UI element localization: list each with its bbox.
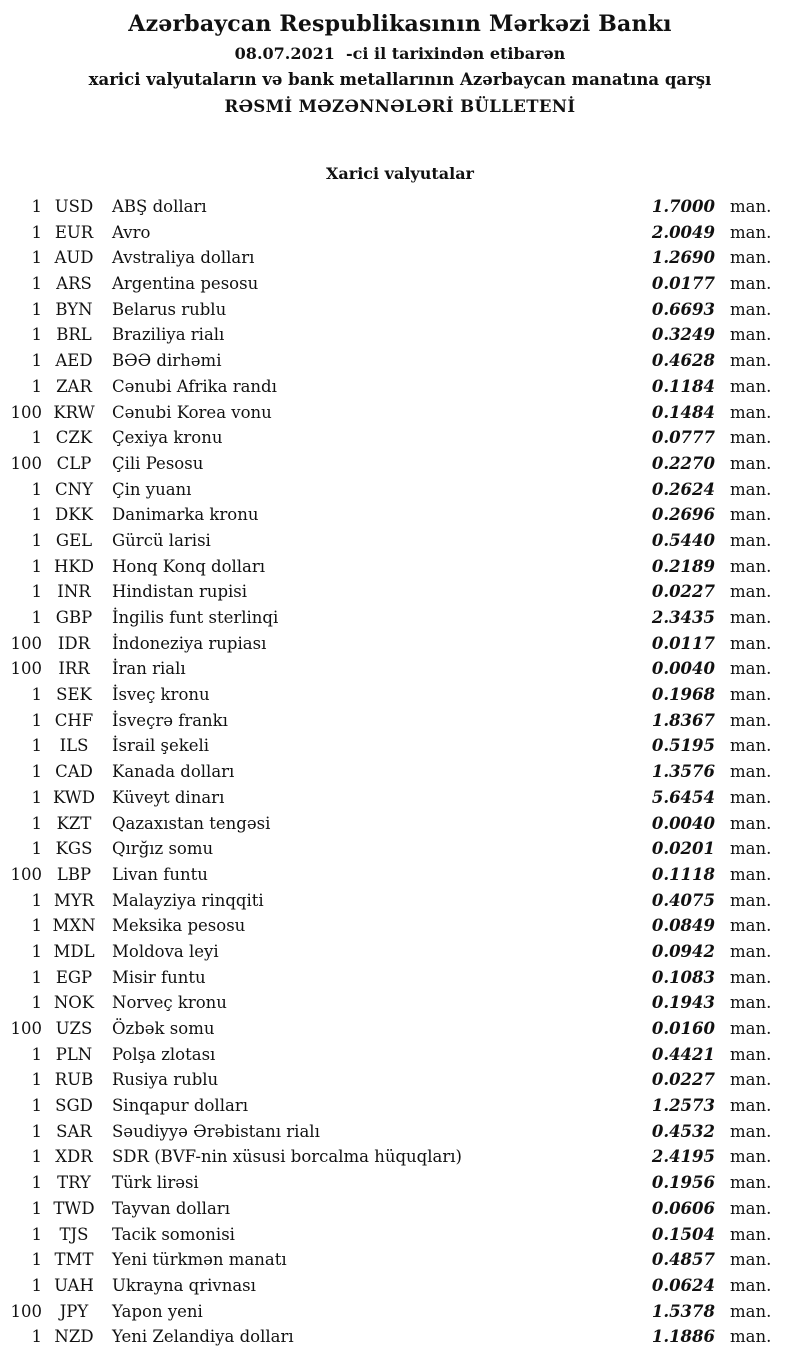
unit-cell: man.	[730, 351, 772, 371]
currency-code-cell: EUR	[54, 222, 94, 242]
quantity-cell: 1	[31, 1044, 42, 1064]
table-row	[0, 1144, 800, 1170]
rate-value-cell: 0.2696	[651, 505, 715, 525]
currency-name-cell: Çexiya kronu	[112, 428, 223, 448]
currency-name-cell: Özbək somu	[112, 1019, 215, 1038]
table-row	[0, 348, 800, 374]
quantity-cell: 1	[31, 428, 42, 448]
rate-value-cell: 0.1184	[651, 376, 715, 396]
unit-cell: man.	[730, 633, 772, 653]
currency-code-cell: MYR	[53, 890, 95, 910]
unit-cell: man.	[730, 530, 772, 550]
currency-name-cell: Sinqapur dolları	[112, 1096, 248, 1116]
currency-name-cell: Rusiya rublu	[112, 1070, 219, 1090]
rate-value-cell: 0.2624	[651, 479, 715, 499]
rate-value-cell: 0.4421	[651, 1044, 715, 1064]
unit-cell: man.	[730, 453, 772, 473]
currency-name-cell: Gürcü larisi	[112, 530, 211, 550]
currency-name-cell: Polşa zlotası	[112, 1044, 216, 1064]
currency-name-cell: ABŞ dolları	[112, 197, 207, 216]
quantity-cell: 1	[31, 813, 42, 833]
table-row	[0, 425, 800, 451]
table-row	[0, 502, 800, 528]
currency-code-cell: CLP	[56, 453, 92, 473]
rate-value-cell: 0.0227	[651, 1070, 715, 1090]
unit-cell: man.	[730, 582, 772, 602]
currency-name-cell: Cənubi Afrika randı	[112, 376, 277, 396]
quantity-cell: 1	[31, 197, 42, 216]
currency-code-cell: ILS	[59, 736, 89, 756]
rate-value-cell: 1.1886	[651, 1327, 715, 1347]
table-row	[0, 939, 800, 965]
currency-name-cell: Danimarka kronu	[112, 505, 259, 525]
currency-name-cell: Honq Konq dolları	[112, 556, 266, 576]
currency-name-cell: SDR (BVF-nin xüsusi borcalma hüquqları)	[112, 1147, 462, 1167]
currency-name-cell: Səudiyyə Ərəbistanı rialı	[112, 1121, 320, 1141]
currency-name-cell: Yeni Zelandiya dolları	[112, 1327, 294, 1347]
currency-code-cell: PLN	[55, 1044, 93, 1064]
currency-code-cell: INR	[57, 582, 91, 602]
quantity-cell: 1	[31, 222, 42, 242]
table-row	[0, 759, 800, 785]
currency-code-cell: NOK	[53, 993, 95, 1013]
table-row	[0, 1324, 800, 1348]
unit-cell: man.	[730, 505, 772, 525]
table-row	[0, 836, 800, 862]
currency-code-cell: TMT	[54, 1250, 94, 1270]
currency-code-cell: GEL	[55, 530, 93, 550]
table-row	[0, 708, 800, 734]
quantity-cell: 100	[10, 453, 42, 473]
unit-cell: man.	[730, 1096, 772, 1116]
currency-name-cell: Meksika pesosu	[112, 916, 246, 936]
currency-name-cell: İngilis funt sterlinqi	[112, 608, 279, 627]
table-row	[0, 1093, 800, 1119]
table-row	[0, 400, 800, 426]
unit-cell: man.	[730, 864, 772, 884]
currency-name-cell: Misir funtu	[112, 967, 206, 987]
unit-cell: man.	[730, 1224, 772, 1244]
rate-value-cell: 0.5195	[651, 736, 715, 756]
quantity-cell: 1	[31, 1275, 42, 1295]
quantity-cell: 1	[31, 787, 42, 807]
quantity-cell: 1	[31, 325, 42, 345]
currency-name-cell: Çili Pesosu	[112, 453, 204, 473]
quantity-cell: 1	[31, 710, 42, 730]
quantity-cell: 100	[10, 1301, 42, 1321]
rate-value-cell: 0.0606	[651, 1198, 715, 1218]
table-row	[0, 785, 800, 811]
currency-name-cell: Çin yuanı	[112, 479, 192, 499]
currency-code-cell: KZT	[56, 813, 92, 833]
table-row	[0, 1119, 800, 1145]
currency-name-cell: Tacik somonisi	[112, 1224, 235, 1244]
quantity-cell: 1	[31, 1250, 42, 1270]
table-row	[0, 990, 800, 1016]
quantity-cell: 1	[31, 967, 42, 987]
rate-value-cell: 0.4628	[651, 351, 715, 371]
unit-cell: man.	[730, 1198, 772, 1218]
quantity-cell: 100	[10, 659, 42, 679]
quantity-cell: 1	[31, 248, 42, 268]
quantity-cell: 1	[31, 762, 42, 782]
unit-cell: man.	[730, 839, 772, 859]
table-row	[0, 1273, 800, 1299]
quantity-cell: 1	[31, 685, 42, 705]
unit-cell: man.	[730, 710, 772, 730]
quantity-cell: 1	[31, 1198, 42, 1218]
table-row	[0, 1247, 800, 1273]
currency-code-cell: KGS	[55, 839, 93, 859]
table-row	[0, 682, 800, 708]
currency-name-cell: Malayziya rinqqiti	[112, 890, 264, 910]
currency-code-cell: IRR	[58, 659, 90, 679]
rate-value-cell: 0.0777	[651, 428, 715, 448]
rates-table	[0, 194, 800, 1348]
currency-code-cell: USD	[54, 197, 94, 216]
quantity-cell: 1	[31, 1147, 42, 1167]
quantity-cell: 1	[31, 556, 42, 576]
currency-name-cell: Livan funtu	[112, 864, 208, 884]
currency-name-cell: Hindistan rupisi	[112, 582, 248, 602]
currency-code-cell: KWD	[53, 787, 95, 807]
currency-name-cell: Kanada dolları	[112, 762, 235, 782]
rate-value-cell: 1.3576	[651, 762, 715, 782]
quantity-cell: 1	[31, 376, 42, 396]
rate-value-cell: 0.1504	[651, 1224, 715, 1244]
unit-cell: man.	[730, 1070, 772, 1090]
bulletin-title: RƏSMİ MƏZƏNNƏLƏRİ BÜLLETENİ	[224, 97, 576, 116]
unit-cell: man.	[730, 1250, 772, 1270]
rate-value-cell: 0.6693	[651, 299, 715, 319]
table-row	[0, 374, 800, 400]
currency-code-cell: RUB	[54, 1070, 94, 1090]
unit-cell: man.	[730, 1275, 772, 1295]
table-row	[0, 656, 800, 682]
rate-value-cell: 0.2189	[651, 556, 715, 576]
quantity-cell: 1	[31, 1224, 42, 1244]
unit-cell: man.	[730, 762, 772, 782]
rate-value-cell: 0.5440	[651, 530, 715, 550]
rate-value-cell: 0.0040	[651, 659, 715, 679]
currency-code-cell: XDR	[55, 1147, 93, 1167]
currency-code-cell: GBP	[55, 608, 93, 627]
currency-code-cell: MDL	[53, 941, 95, 961]
currency-code-cell: LBP	[56, 864, 92, 884]
table-row	[0, 888, 800, 914]
unit-cell: man.	[730, 941, 772, 961]
table-row	[0, 1170, 800, 1196]
currency-name-cell: Küveyt dinarı	[112, 787, 225, 807]
quantity-cell: 1	[31, 1173, 42, 1193]
table-row	[0, 194, 800, 220]
currency-name-cell: Yapon yeni	[112, 1301, 203, 1321]
quantity-cell: 1	[31, 1121, 42, 1141]
unit-cell: man.	[730, 248, 772, 268]
rate-value-cell: 0.1484	[651, 402, 715, 422]
currency-name-cell: Moldova leyi	[112, 941, 219, 961]
currency-name-cell: Cənubi Korea vonu	[112, 402, 272, 422]
table-row	[0, 1016, 800, 1042]
unit-cell: man.	[730, 479, 772, 499]
quantity-cell: 100	[10, 633, 42, 653]
quantity-cell: 100	[10, 402, 42, 422]
currency-code-cell: UAH	[54, 1275, 94, 1295]
table-row	[0, 220, 800, 246]
currency-code-cell: BYN	[55, 299, 93, 319]
quantity-cell: 1	[31, 505, 42, 525]
currency-code-cell: IDR	[57, 633, 91, 653]
quantity-cell: 1	[31, 916, 42, 936]
quantity-cell: 1	[31, 1096, 42, 1116]
table-row	[0, 1042, 800, 1068]
currency-code-cell: HKD	[54, 556, 94, 576]
rate-value-cell: 1.5378	[651, 1301, 715, 1321]
unit-cell: man.	[730, 428, 772, 448]
currency-code-cell: KRW	[53, 402, 95, 422]
currency-name-cell: Qırğız somu	[112, 839, 214, 859]
currency-name-cell: İsrail şekeli	[112, 736, 210, 756]
rate-value-cell: 2.3435	[651, 608, 715, 627]
rate-value-cell: 0.1968	[651, 685, 715, 705]
rate-value-cell: 1.8367	[651, 710, 715, 730]
currency-code-cell: MXN	[52, 916, 96, 936]
unit-cell: man.	[730, 813, 772, 833]
unit-cell: man.	[730, 1327, 772, 1347]
quantity-cell: 1	[31, 839, 42, 859]
table-row	[0, 811, 800, 837]
quantity-cell: 100	[10, 864, 42, 884]
currency-code-cell: CZK	[55, 428, 93, 448]
currency-code-cell: CAD	[55, 762, 93, 782]
quantity-cell: 1	[31, 351, 42, 371]
currency-code-cell: DKK	[55, 505, 93, 525]
currency-name-cell: BƏƏ dirhəmi	[112, 351, 222, 371]
quantity-cell: 1	[31, 530, 42, 550]
currency-code-cell: EGP	[55, 967, 93, 987]
rate-value-cell: 0.0177	[651, 274, 715, 294]
quantity-cell: 1	[31, 608, 42, 627]
rate-value-cell: 0.0227	[651, 582, 715, 602]
unit-cell: man.	[730, 556, 772, 576]
currency-code-cell: ARS	[56, 274, 92, 294]
unit-cell: man.	[730, 1173, 772, 1193]
rate-value-cell: 0.1118	[651, 864, 715, 884]
currency-name-cell: Braziliya rialı	[112, 325, 225, 345]
currency-name-cell: Tayvan dolları	[112, 1198, 230, 1218]
currency-code-cell: ZAR	[56, 376, 92, 396]
unit-cell: man.	[730, 1019, 772, 1038]
rate-value-cell: 0.0160	[651, 1019, 715, 1038]
rate-value-cell: 0.0117	[651, 633, 715, 653]
table-row	[0, 913, 800, 939]
unit-cell: man.	[730, 1044, 772, 1064]
quantity-cell: 1	[31, 993, 42, 1013]
currency-name-cell: Türk lirəsi	[112, 1173, 199, 1193]
table-row	[0, 1222, 800, 1248]
bank-name: Azərbaycan Respublikasının Mərkəzi Bankı	[128, 11, 672, 37]
currency-code-cell: CNY	[55, 479, 93, 499]
unit-cell: man.	[730, 1301, 772, 1321]
rate-value-cell: 2.4195	[651, 1147, 715, 1167]
table-row	[0, 631, 800, 657]
currency-code-cell: BRL	[56, 325, 92, 345]
unit-cell: man.	[730, 1121, 772, 1141]
currency-name-cell: Qazaxıstan tengəsi	[112, 813, 271, 833]
table-row	[0, 1299, 800, 1325]
rate-value-cell: 0.0201	[651, 839, 715, 859]
rate-value-cell: 1.7000	[651, 197, 715, 216]
rate-value-cell: 2.0049	[651, 222, 715, 242]
quantity-cell: 1	[31, 890, 42, 910]
quantity-cell: 1	[31, 941, 42, 961]
unit-cell: man.	[730, 325, 772, 345]
rate-value-cell: 0.4857	[651, 1250, 715, 1270]
unit-cell: man.	[730, 967, 772, 987]
table-row	[0, 297, 800, 323]
currency-code-cell: TRY	[57, 1173, 91, 1193]
quantity-cell: 100	[10, 1019, 42, 1038]
currency-name-cell: Argentina pesosu	[112, 274, 259, 294]
quantity-cell: 1	[31, 274, 42, 294]
currency-name-cell: Norveç kronu	[112, 993, 227, 1013]
table-row	[0, 733, 800, 759]
currency-code-cell: AED	[55, 351, 93, 371]
quantity-cell: 1	[31, 1327, 42, 1347]
currency-code-cell: NZD	[54, 1327, 94, 1347]
currency-name-cell: İsveç kronu	[112, 685, 210, 705]
table-row	[0, 322, 800, 348]
quantity-cell: 1	[31, 299, 42, 319]
currency-code-cell: TWD	[53, 1198, 95, 1218]
rate-value-cell: 0.0849	[651, 916, 715, 936]
document-header	[0, 0, 800, 120]
table-row	[0, 1067, 800, 1093]
currency-name-cell: İndoneziya rupiası	[112, 633, 267, 653]
unit-cell: man.	[730, 608, 772, 627]
unit-cell: man.	[730, 659, 772, 679]
table-row	[0, 862, 800, 888]
currency-code-cell: CHF	[54, 710, 94, 730]
unit-cell: man.	[730, 274, 772, 294]
rate-value-cell: 0.3249	[651, 325, 715, 345]
currency-name-cell: Ukrayna qrivnası	[112, 1275, 256, 1295]
rate-value-cell: 0.1943	[651, 993, 715, 1013]
quantity-cell: 1	[31, 1070, 42, 1090]
unit-cell: man.	[730, 1147, 772, 1167]
currency-code-cell: SAR	[56, 1121, 92, 1141]
quantity-cell: 1	[31, 736, 42, 756]
unit-cell: man.	[730, 787, 772, 807]
table-row	[0, 605, 800, 631]
table-row	[0, 528, 800, 554]
unit-cell: man.	[730, 685, 772, 705]
unit-cell: man.	[730, 890, 772, 910]
quantity-cell: 1	[31, 479, 42, 499]
unit-cell: man.	[730, 402, 772, 422]
currency-name-cell: İran rialı	[112, 659, 186, 679]
table-row	[0, 579, 800, 605]
table-row	[0, 477, 800, 503]
rate-value-cell: 0.4075	[651, 890, 715, 910]
rate-value-cell: 0.0040	[651, 813, 715, 833]
table-row	[0, 554, 800, 580]
subtitle-line: xarici valyutaların və bank metallarının Azərbaycan manatına qarşı	[88, 70, 712, 89]
rate-value-cell: 0.1083	[651, 967, 715, 987]
unit-cell: man.	[730, 376, 772, 396]
currency-name-cell: Avstraliya dolları	[112, 248, 255, 268]
table-row	[0, 245, 800, 271]
table-row	[0, 965, 800, 991]
section-title: Xarici valyutalar	[326, 164, 474, 183]
unit-cell: man.	[730, 916, 772, 936]
currency-name-cell: Belarus rublu	[112, 299, 227, 319]
currency-name-cell: Avro	[112, 222, 151, 242]
rate-value-cell: 0.1956	[651, 1173, 715, 1193]
quantity-cell: 1	[31, 582, 42, 602]
unit-cell: man.	[730, 299, 772, 319]
rate-value-cell: 0.4532	[651, 1121, 715, 1141]
currency-code-cell: SEK	[56, 685, 92, 705]
currency-code-cell: UZS	[55, 1019, 93, 1038]
currency-code-cell: TJS	[59, 1224, 89, 1244]
currency-code-cell: SGD	[55, 1096, 93, 1116]
unit-cell: man.	[730, 736, 772, 756]
currency-name-cell: Yeni türkmən manatı	[112, 1250, 287, 1270]
unit-cell: man.	[730, 222, 772, 242]
table-row	[0, 1196, 800, 1222]
rate-value-cell: 0.0624	[651, 1275, 715, 1295]
unit-cell: man.	[730, 197, 772, 216]
currency-code-cell: JPY	[59, 1301, 89, 1321]
effective-date-line: 08.07.2021 -ci il tarixindən etibarən	[234, 44, 566, 63]
rate-value-cell: 1.2573	[651, 1096, 715, 1116]
rate-value-cell: 1.2690	[651, 248, 715, 268]
rate-value-cell: 0.0942	[651, 941, 715, 961]
table-row	[0, 271, 800, 297]
rate-value-cell: 5.6454	[651, 787, 715, 807]
table-row	[0, 451, 800, 477]
currency-name-cell: İsveçrə frankı	[112, 710, 228, 730]
rate-value-cell: 0.2270	[651, 453, 715, 473]
unit-cell: man.	[730, 993, 772, 1013]
currency-code-cell: AUD	[54, 248, 94, 268]
